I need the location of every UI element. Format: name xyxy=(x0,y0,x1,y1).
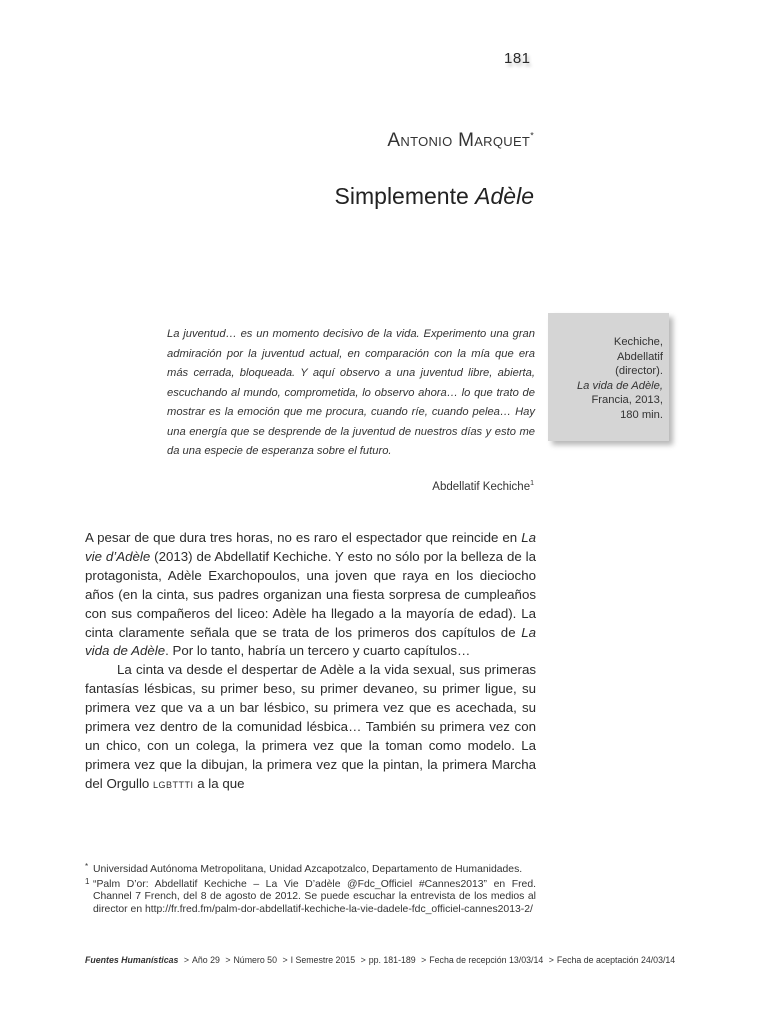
footnote-mark: 1 xyxy=(85,876,90,886)
film-title-reference: La vie d’Adèle xyxy=(85,530,536,564)
footnote-text: “Palm D’or: Abdellatif Kechiche – La Vie D’adèle @Fdc_Officiel #Cannes2013” en Fred. Channel 7 French, del 8 de agosto de 2012. Se puede escuchar la entrevista de los medios al director en http://fr.fred.fm/palm-dor-abdellatif-kechiche-la-vie-dadele-fdc_officiel-cannes2013-2/ xyxy=(93,878,536,915)
epigraph-footnote-mark: 1 xyxy=(530,480,534,487)
title-italic: Adèle xyxy=(475,183,534,209)
article-body xyxy=(85,529,536,794)
journal-name: Fuentes Humanísticas xyxy=(85,955,179,965)
footnotes xyxy=(85,864,536,918)
footer-separator: > xyxy=(421,955,427,965)
footnote xyxy=(85,864,536,877)
footer-separator: > xyxy=(282,955,288,965)
footer-received-date: Fecha de recepción 13/03/14 xyxy=(429,955,544,965)
footer-separator: > xyxy=(360,955,366,965)
film-info-box xyxy=(548,313,669,441)
body-text-run: a la que xyxy=(193,775,245,791)
body-text-run: . Por lo tanto, habría un tercero y cuarto capítulos… xyxy=(165,643,471,659)
film-director-role: (director). xyxy=(615,365,663,378)
author-footnote-mark: * xyxy=(530,130,534,141)
footnote-mark: * xyxy=(85,862,89,871)
footnote xyxy=(85,876,536,917)
footer-issue: Número 50 xyxy=(233,955,277,965)
film-title-reference: La vida de Adèle xyxy=(85,624,536,659)
footer-year: Año 29 xyxy=(191,955,220,965)
body-text-run: (2013) de Abdellatif Kechiche. Y esto no sólo por la belleza de la protagonista, Adèle Exarchopoulos, una joven que raya en los dieciocho años (en la cinta, sus padres organizan una fiesta sorpresa de cumpleaños con sus compañeros del liceo: Adèle ha llegado a la mayoría de edad). La cinta claramente señala que se trata de los primeros dos capítulos de xyxy=(85,548,536,640)
epigraph-quote: La juventud… es un momento decisivo de la vida. Experimento una gran admiración por la juventud actual, en comparación con la mía que era más cerrada, bloqueada. Y aquí observo a una juventud libre, abierta, escuchando al mundo, comprometida, lo observo ahora… lo que trato de mostrar es la emoción que me procura, cuando ríe, cuando pelea… Hay una energía que se desprende de la juventud de nuestros días y esto me da una especie de esperanza sobre el futuro. xyxy=(167,328,535,457)
epigraph-credit xyxy=(432,480,534,493)
film-duration: 180 min. xyxy=(620,408,663,421)
film-country-year: Francia, 2013, xyxy=(591,394,663,407)
epigraph-credit-name: Abdellatif Kechiche xyxy=(432,480,531,493)
article-title xyxy=(335,183,534,210)
film-director-name: Abdellatif xyxy=(616,350,663,363)
footer-separator: > xyxy=(183,955,189,965)
author-name-text: Antonio Marquet xyxy=(387,130,531,151)
footer-separator: > xyxy=(225,955,231,965)
film-director-surname: Kechiche, xyxy=(613,336,663,348)
footer-semester: I Semestre 2015 xyxy=(290,955,356,965)
footer-separator: > xyxy=(548,955,554,965)
author-name xyxy=(387,130,534,152)
footer-pages: pp. 181-189 xyxy=(368,955,416,965)
body-paragraph-2 xyxy=(85,661,536,793)
title-plain: Simplemente xyxy=(334,183,476,209)
footnote-text: Universidad Autónoma Metropolitana, Unidad Azcapotzalco, Departamento de Humanidades. xyxy=(93,864,523,875)
body-text-run: La cinta va desde el despertar de Adèle a la vida sexual, sus primeras fantasías lésbicas, su primer beso, su primer devaneo, su primer ligue, su primera vez que va a un bar lésbico, su primera vez que es acechada, su primera vez dentro de la comunidad lésbica… También su primera vez con un chico, con un colega, la primera vez que la toman como modelo. La primera vez que la dibujan, la primera vez que la pintan, la primera Marcha del Orgullo xyxy=(85,662,536,791)
footer-accepted-date: Fecha de aceptación 24/03/14 xyxy=(556,955,676,965)
page-number: 181 xyxy=(504,50,531,67)
body-paragraph-1 xyxy=(85,529,536,661)
acronym: lgbttti xyxy=(153,775,194,791)
body-text-run: A pesar de que dura tres horas, no es raro el espectador que reincide en xyxy=(85,530,522,545)
film-info-text xyxy=(577,335,663,423)
running-footer xyxy=(85,955,675,965)
film-title: La vida de Adèle, xyxy=(576,379,663,392)
